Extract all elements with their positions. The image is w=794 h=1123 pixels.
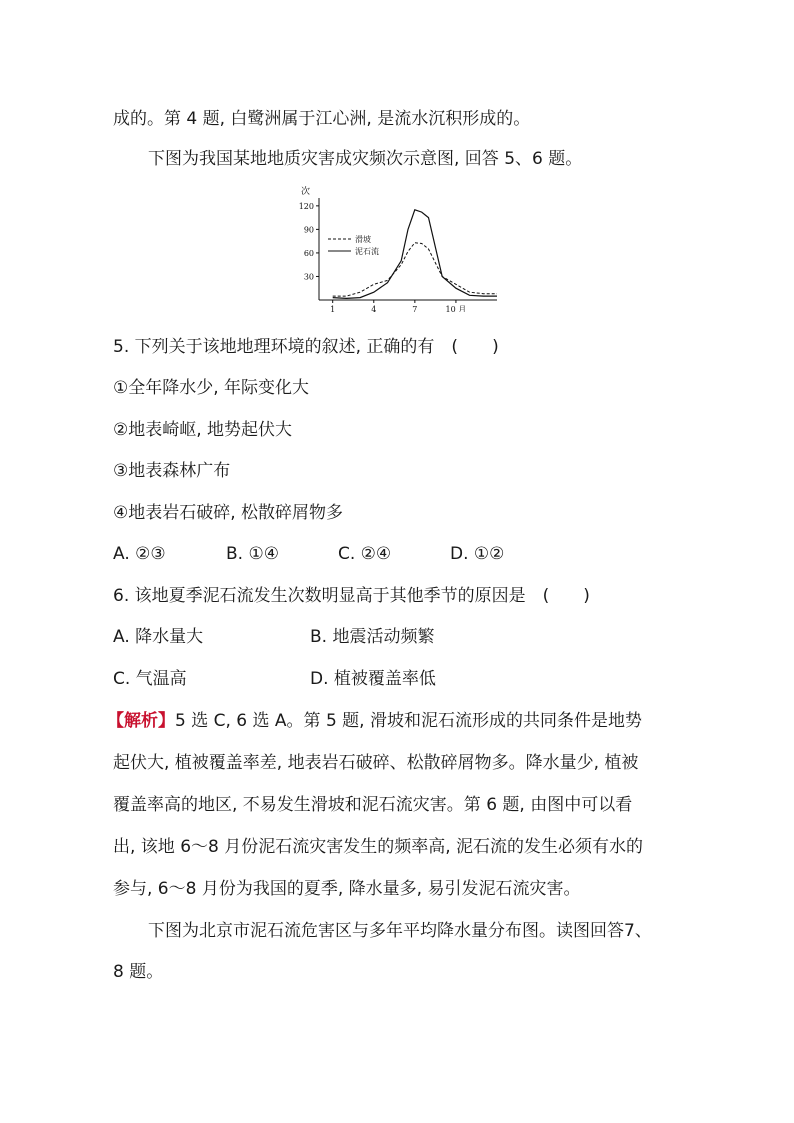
q5-statement-1: ①全年降水少, 年际变化大: [113, 378, 310, 398]
q5-statement-2: ②地表崎岖, 地势起伏大: [113, 420, 293, 440]
text-line-1: 成的。第 4 题, 白鹭洲属于江心洲, 是流水沉积形成的。: [113, 109, 531, 129]
q6-option-d: D. 植被覆盖率低: [310, 669, 436, 689]
x-tick-label: 1: [330, 305, 336, 312]
q6-option-c: C. 气温高: [113, 669, 187, 689]
x-tick-label: 10 月: [445, 305, 467, 312]
question-6: 6. 该地夏季泥石流发生次数明显高于其他季节的原因是 ( ): [113, 586, 590, 606]
legend-landslide: 滑坡: [355, 235, 371, 244]
q6-option-a: A. 降水量大: [113, 627, 204, 647]
answer-text-1: 5 选 C, 6 选 A。第 5 题, 滑坡和泥石流形成的共同条件是地势: [175, 711, 642, 731]
disaster-frequency-chart: [290, 180, 510, 312]
q6-option-b: B. 地震活动频繁: [310, 627, 435, 647]
y-tick-label: 30: [303, 272, 314, 282]
y-axis-label: 次: [301, 187, 311, 197]
chart-intro: 下图为我国某地地质灾害成灾频次示意图, 回答 5、6 题。: [148, 149, 583, 169]
q5-option-d: D. ①②: [450, 544, 505, 564]
map-intro-line-2: 8 题。: [113, 962, 164, 982]
q5-option-a: A. ②③: [113, 544, 166, 564]
answer-line-3: 覆盖率高的地区, 不易发生滑坡和泥石流灾害。第 6 题, 由图中可以看: [113, 795, 633, 815]
answer-tag: 【解析】: [107, 711, 175, 731]
question-5: 5. 下列关于该地地理环境的叙述, 正确的有 ( ): [113, 337, 499, 357]
y-tick-label: 60: [303, 248, 314, 258]
answer-line-4: 出, 该地 6～8 月份泥石流灾害发生的频率高, 泥石流的发生必须有水的: [113, 837, 644, 857]
x-tick-label: 7: [412, 305, 418, 312]
y-tick-label: 90: [303, 225, 314, 235]
y-tick-label: 120: [298, 201, 314, 211]
answer-line-2: 起伏大, 植被覆盖率差, 地表岩石破碎、松散碎屑物多。降水量少, 植被: [113, 753, 639, 773]
q5-statement-4: ④地表岩石破碎, 松散碎屑物多: [113, 503, 344, 523]
map-intro-line-1: 下图为北京市泥石流危害区与多年平均降水量分布图。读图回答7、: [148, 921, 652, 941]
q5-option-c: C. ②④: [338, 544, 392, 564]
answer-line-5: 参与, 6～8 月份为我国的夏季, 降水量多, 易引发泥石流灾害。: [113, 879, 581, 899]
q5-option-b: B. ①④: [226, 544, 279, 564]
answer-line-1: [107, 709, 642, 733]
q5-statement-3: ③地表森林广布: [113, 461, 231, 481]
chart-legend: [328, 234, 379, 256]
x-tick-label: 4: [371, 305, 377, 312]
legend-debris-flow: 泥石流: [355, 247, 379, 256]
